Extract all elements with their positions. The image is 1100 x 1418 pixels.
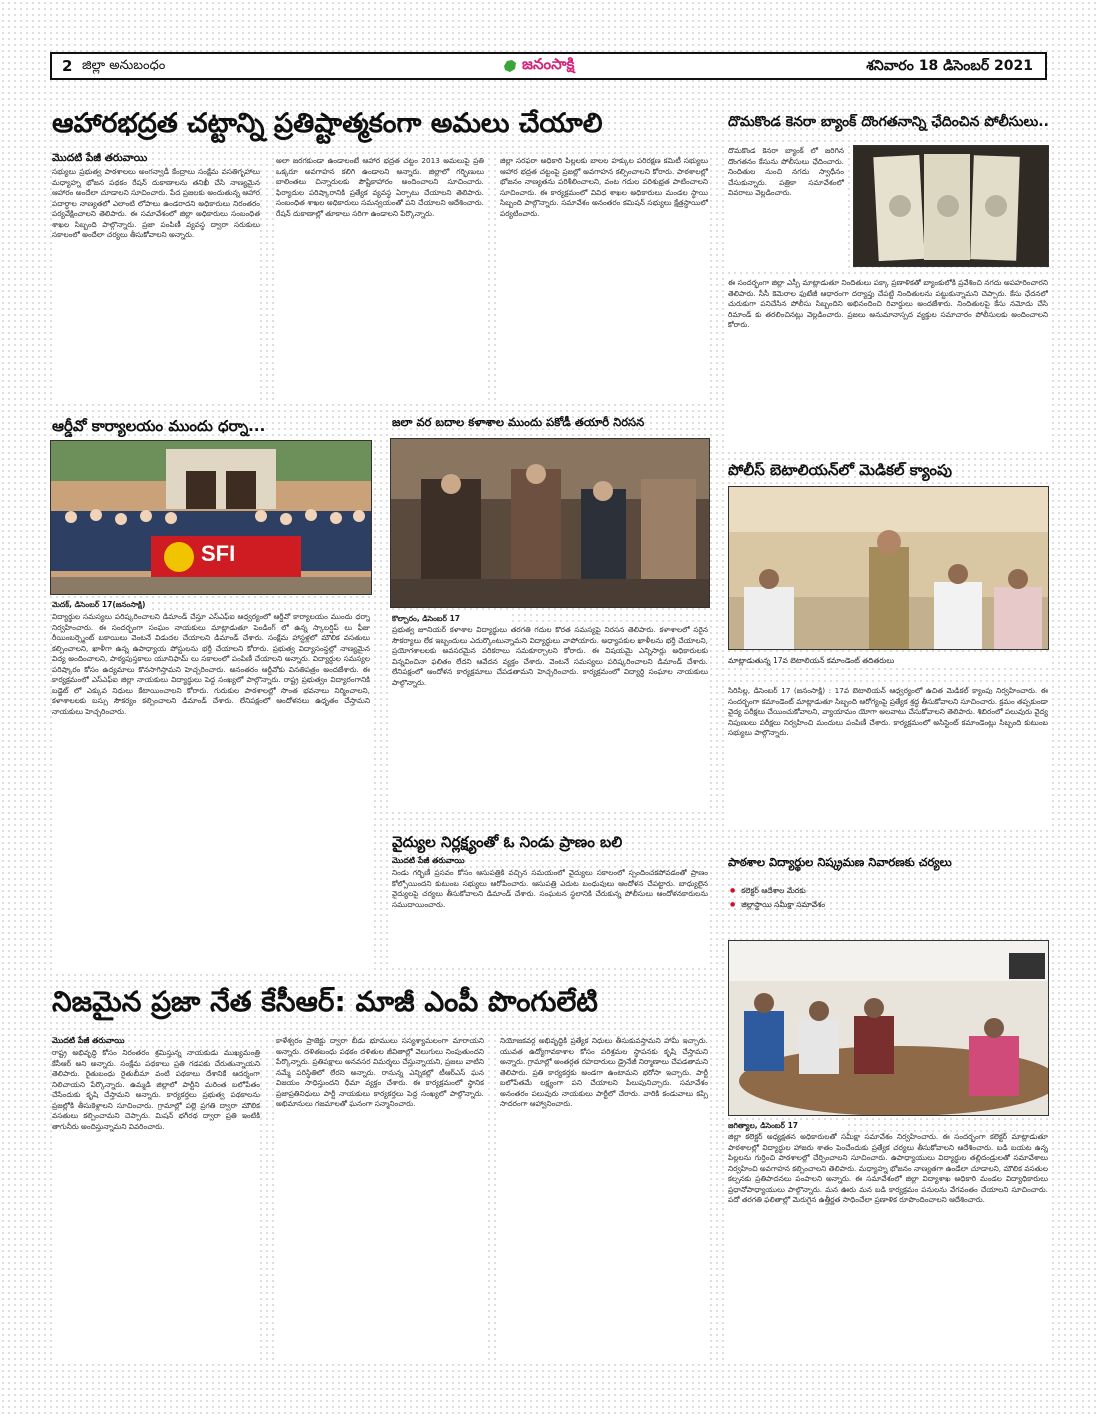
page-header xyxy=(50,52,1047,80)
story3-headline: ఆర్డీవో కార్యాలయం ముందు ధర్నా... xyxy=(52,417,266,435)
story6-photo xyxy=(728,486,1049,650)
story8-headline: నిజమైన ప్రజా నేత కేసీఆర్: మాజీ ఎంపీ పొంగులేటి xyxy=(52,985,598,1018)
story3-caption: మెదక్, డిసెంబర్ 17(జనంసాక్షి) xyxy=(52,600,152,610)
story2-full-text: ఈ సందర్భంగా జిల్లా ఎస్పీ మాట్లాడుతూ నిందితులు పక్కా ప్రణాళికతో బ్యాంకులోకి ప్రవేశించి నగదు అపహరించారని తెలిపారు. సీసీ కెమెరాల ఫుటేజీ ఆధారంగా దర్యాప్తు చేపట్టి నిందితులను పట్టుకున్నామని చెప్పారు. కేసు ఛేదనలో చురుకుగా పనిచేసిన పోలీసు సిబ్బందిని అభినందించి రివార్డులు అందజేశారు. నిందితులపై కేసు నమోదు చేసి రిమాండ్ కు తరలించినట్లు వెల్లడించారు. ప్రజలు అనుమానాస్పద వ్యక్తుల సమాచారం పోలీసులకు అందించాలని కోరారు. xyxy=(728,278,1048,448)
story3-text: విద్యార్థుల సమస్యలు పరిష్కరించాలని డిమాండ్ చేస్తూ ఎస్ఎఫ్ఐ ఆధ్వర్యంలో ఆర్డీవో కార్యాలయం ముందు ధర్నా నిర్వహించారు. ఈ సందర్భంగా సంఘం నాయకులు మాట్లాడుతూ పెండింగ్ లో ఉన్న స్కాలర్షిప్ లు ఫీజు రీయింబర్స్మెంట్ బకాయిలు వెంటనే విడుదల చేయాలని డిమాండ్ చేశారు. సంక్షేమ హాస్టళ్లలో మౌలిక వసతులు కల్పించాలని, ఖాళీగా ఉన్న ఉపాధ్యాయ పోస్టులను భర్తీ చేయాలని కోరారు. ప్రభుత్వ విద్యాసంస్థల్లో నాణ్యమైన విద్య అందించాలని, పాఠ్యపుస్తకాలు యూనిఫామ్ లు సకాలంలో పంపిణీ చేయాలని అన్నారు. విద్యార్థుల సమస్యల పరిష్కారం కోసం ఉద్యమాలు కొనసాగిస్తామని హెచ్చరించారు. అనంతరం ఆర్డీవోకు వినతిపత్రం అందజేశారు. ఈ కార్యక్రమంలో ఎస్ఎఫ్ఐ జిల్లా నాయకులు విద్యార్థులు పెద్ద సంఖ్యలో పాల్గొన్నారు. రాష్ట్ర ప్రభుత్వం విద్యారంగానికి బడ్జెట్ లో ఎక్కువ నిధులు కేటాయించాలని కోరారు. గురుకుల పాఠశాలల్లో సొంత భవనాలు నిర్మించాలని, కళాశాలలకు బస్సు సౌకర్యం కల్పించాలని డిమాండ్ చేశారు. లేనిపక్షంలో ఆందోళనలు ఉధృతం చేస్తామని నాయకులు హెచ్చరించారు. xyxy=(52,612,370,972)
story7-caption: జగిత్యాల, డిసెంబర్ 17 xyxy=(728,1121,848,1131)
story1-col1: సభ్యులు ప్రభుత్వ పాఠశాలలు అంగన్వాడీ కేంద్రాలు సంక్షేమ వసతిగృహాలు మధ్యాహ్న భోజన పథకం రేషన్ దుకాణాలను తనిఖీ చేసి నాణ్యమైన ఆహారం అందేలా చూడాలని సూచించారు. పేద ప్రజలకు అందుతున్న ఆహార పదార్థాల నాణ్యతలో ఎలాంటి లోపాలు ఉండరాదని అధికారులు నిరంతరం పర్యవేక్షించాలని తెలిపారు. ఈ సమావేశంలో జిల్లా అధికారులు సంబంధిత శాఖల సిబ్బంది పాల్గొన్నారు. ప్రజా పంపిణీ వ్యవస్థ ద్వారా సరుకులు సకాలంలో అందేలా చర్యలు తీసుకోవాలని అన్నారు. xyxy=(52,167,260,403)
college-protest-image xyxy=(391,439,710,608)
review-meeting-image xyxy=(729,941,1049,1116)
masthead-logo xyxy=(502,54,574,78)
story8-col3: నియోజకవర్గ అభివృద్ధికి ప్రత్యేక నిధులు తీసుకువస్తామని హామీ ఇచ్చారు. యువత ఉద్యోగావకాశాల కోసం పరిశ్రమల స్థాపనకు కృషి చేస్తామని అన్నారు. గ్రామాల్లో అంతర్గత రహదారులు డ్రైనేజీ నిర్మాణాలు చేపడతామని తెలిపారు. ప్రతి కార్యకర్తకు అండగా ఉంటామని భరోసా ఇచ్చారు. పార్టీ బలోపేతమే లక్ష్యంగా పని చేయాలని పిలుపునిచ్చారు. సమావేశం అనంతరం పలువురు నాయకులు పార్టీలో చేరారు. వారికి కండువాలు కప్పి సాదరంగా ఆహ్వానించారు. xyxy=(500,1036,708,1364)
story8-continued: మొదటి పేజీ తరువాయి xyxy=(52,1036,125,1045)
story7-bullets xyxy=(730,884,1030,912)
story2-side-text: దొమకొండ కెనరా బ్యాంక్ లో జరిగిన దొంగతనం కేసును పోలీసులు ఛేదించారు. నిందితుల నుంచి నగదు స్వాధీనం చేసుకున్నారు. పత్రికా సమావేశంలో వివరాలు వెల్లడించారు. xyxy=(728,146,844,272)
sfi-protest-image xyxy=(51,441,372,595)
story3-photo xyxy=(50,440,372,595)
story5-continued: మొదటి పేజీ తరువాయి xyxy=(392,856,465,865)
story5-headline: వైద్యుల నిర్లక్ష్యంతో ఓ నిండు ప్రాణం బలి xyxy=(392,833,623,851)
story8-col2: కాళేశ్వరం ప్రాజెక్టు ద్వారా బీడు భూములు సస్యశ్యామలంగా మారాయని అన్నారు. దళితబంధు పథకం దళితుల జీవితాల్లో వెలుగులు నింపుతుందని పేర్కొన్నారు. ప్రతిపక్షాలు అనవసర విమర్శలు చేస్తున్నాయని, ప్రజలు వాటిని నమ్మే పరిస్థితిలో లేరని అన్నారు. రానున్న ఎన్నికల్లో టీఆర్ఎస్ ఘన విజయం సాధిస్తుందని ధీమా వ్యక్తం చేశారు. ఈ కార్యక్రమంలో స్థానిక ప్రజాప్రతినిధులు పార్టీ నాయకులు కార్యకర్తలు పెద్ద సంఖ్యలో పాల్గొన్నారు. అభిమానులు గజమాలతో ఘనంగా సన్మానించారు. xyxy=(276,1036,484,1364)
currency-notes-image xyxy=(854,146,1049,267)
story6-caption: మాట్లాడుతున్న 17వ బెటాలియన్ కమాండెంట్ తదితరులు xyxy=(728,656,1048,666)
story4-headline: జలా వర బదాల కళాశాల ముందు పకోడీ తయారీ నిరసన xyxy=(392,415,645,429)
section-name: జిల్లా అనుబంధం xyxy=(82,58,166,73)
story1-col3: జిల్లా సరఫరా అధికారి పిల్లలకు బాలల హక్కుల పరిరక్షణ కమిటీ సభ్యులు ఆహార భద్రత చట్టంపై ప్రజల్లో అవగాహన కల్పించాలని కోరారు. పాఠశాలల్లో భోజనం నాణ్యతను పరిశీలించాలని, వంట గదుల పరిశుభ్రత పాటించాలని సూచించారు. ఈ కార్యక్రమంలో వివిధ శాఖల అధికారులు మండల స్థాయి సిబ్బంది పాల్గొన్నారు. సమావేశం అనంతరం కమిషన్ సభ్యులు క్షేత్రస్థాయిలో పర్యటించారు. xyxy=(500,156,708,403)
newspaper-name: జనంసాక్షి xyxy=(522,55,575,73)
page-number: 2 xyxy=(62,57,73,75)
telangana-map-icon xyxy=(502,58,518,74)
bullet-item: ● జిల్లాస్థాయి సమీక్షా సమావేశం xyxy=(730,898,1030,912)
story6-headline: పోలీస్ బెటాలియన్‌లో మెడికల్ క్యాంపు xyxy=(728,461,952,479)
medical-camp-image xyxy=(729,487,1049,650)
story7-text: జిల్లా కలెక్టర్ అధ్యక్షతన అధికారులతో సమీక్షా సమావేశం నిర్వహించారు. ఈ సందర్భంగా కలెక్టర్ మాట్లాడుతూ పాఠశాలల్లో విద్యార్థుల హాజరు శాతం పెంచేందుకు ప్రత్యేక చర్యలు తీసుకోవాలని ఆదేశించారు. బడి బయట ఉన్న పిల్లలను గుర్తించి పాఠశాలల్లో చేర్పించాలని సూచించారు. ఉపాధ్యాయులు విద్యార్థుల తల్లిదండ్రులతో సమావేశాలు నిర్వహించి అవగాహన కల్పించాలని తెలిపారు. మధ్యాహ్న భోజనం నాణ్యతగా ఉండేలా చూడాలని, మౌలిక వసతుల కల్పనకు ప్రతిపాదనలు పంపాలని అన్నారు. ఈ సమావేశంలో జిల్లా విద్యాశాఖ అధికారి మండల విద్యాధికారులు ప్రధానోపాధ్యాయులు పాల్గొన్నారు. మన ఊరు మన బడి కార్యక్రమం పనులను వేగవంతం చేయాలని సూచించారు. పదో తరగతి ఫలితాల్లో మెరుగైన ఉత్తీర్ణత సాధించేలా ప్రణాళిక రూపొందించాలని ఆదేశించారు. xyxy=(728,1132,1048,1364)
story4-photo xyxy=(390,438,710,608)
story2-headline: దొమకొండ కెనరా బ్యాంక్ దొంగతనాన్ని ఛేదించిన పోలీసులు.. xyxy=(728,114,1049,130)
story7-photo xyxy=(728,940,1049,1116)
story1-headline: ఆహారభద్రత చట్టాన్ని ప్రతిష్టాత్మకంగా అమలు చేయాలి xyxy=(52,108,603,139)
story4-text: ప్రభుత్వ జూనియర్ కళాశాల విద్యార్థులు తరగతి గదుల కొరత సమస్యపై నిరసన తెలిపారు. కళాశాలలో సరైన సౌకర్యాలు లేక ఇబ్బందులు ఎదుర్కొంటున్నామని విద్యార్థులు వాపోయారు. అధ్యాపకుల ఖాళీలను భర్తీ చేయాలని, ప్రయోగశాలలకు అవసరమైన పరికరాలు సమకూర్చాలని కోరారు. ఈ విషయమై ఎన్నిసార్లు అధికారులకు విన్నవించినా ఫలితం లేదని ఆవేదన వ్యక్తం చేశారు. వెంటనే సమస్యలు పరిష్కరించాలని డిమాండ్ చేశారు. లేనిపక్షంలో ఆందోళన కార్యక్రమాలు చేపడతామని హెచ్చరించారు. కార్యక్రమంలో విద్యార్థి సంఘాల నాయకులు పాల్గొన్నారు. xyxy=(392,625,708,811)
story8-col1: రాష్ట్ర అభివృద్ధి కోసం నిరంతరం శ్రమిస్తున్న నాయకుడు ముఖ్యమంత్రి కేసీఆర్ అని అన్నారు. సంక్షేమ పథకాలు ప్రతి గడపకు చేరుతున్నాయని తెలిపారు. రైతుబంధు రైతుబీమా వంటి పథకాలు దేశానికే ఆదర్శంగా నిలిచాయని పేర్కొన్నారు. ఉమ్మడి జిల్లాలో పార్టీని మరింత బలోపేతం చేసేందుకు కృషి చేస్తామని అన్నారు. కార్యకర్తలు ప్రభుత్వ పథకాలను ప్రజల్లోకి తీసుకెళ్లాలని సూచించారు. గ్రామాల్లో పల్లె ప్రగతి ద్వారా మౌలిక వసతులు కల్పించామని చెప్పారు. మిషన్ భగీరథ ద్వారా ప్రతి ఇంటికి తాగునీరు అందిస్తున్నామని వివరించారు. xyxy=(52,1048,260,1364)
story5-text: నిండు గర్భిణీ ప్రసవం కోసం ఆసుపత్రికి వచ్చిన సమయంలో వైద్యులు సకాలంలో స్పందించకపోవడంతో ప్రాణం కోల్పోయిందని కుటుంబ సభ్యులు ఆరోపించారు. ఆసుపత్రి ఎదుట బంధువులు ఆందోళన చేపట్టారు. బాధ్యులైన వైద్యులపై చర్యలు తీసుకోవాలని డిమాండ్ చేశారు. సంఘటన స్థలానికి చేరుకున్న పోలీసులు ఆందోళనకారులను సముదాయించారు. xyxy=(392,868,708,964)
story1-col2: అలా జరగకుండా ఉండాలంటే ఆహార భద్రత చట్టం 2013 అమలుపై ప్రతి ఒక్కరూ అవగాహన కలిగి ఉండాలని అన్నారు. జిల్లాలో గర్భిణులు బాలింతలు చిన్నారులకు పౌష్టికాహారం అందించాలని సూచించారు. ఫిర్యాదుల పరిష్కారానికి ప్రత్యేక వ్యవస్థ ఏర్పాటు చేయాలని తెలిపారు. సంబంధిత శాఖల అధికారులు సమన్వయంతో పని చేయాలని ఆదేశించారు. రేషన్ దుకాణాల్లో తూకాలు సరిగా ఉండాలని పేర్కొన్నారు. xyxy=(276,156,484,403)
bullet-item: ● కలెక్టర్ ఆదేశాల మేరకు xyxy=(730,884,1030,898)
story7-headline: పాఠశాల విద్యార్థుల నిష్క్రమణ నివారణకు చర్యలు xyxy=(728,855,952,869)
story6-text: సిరిసిల్ల, డిసెంబర్ 17 (జనంసాక్షి) : 17వ బెటాలియన్ ఆధ్వర్యంలో ఉచిత మెడికల్ క్యాంపు నిర్వహించారు. ఈ సందర్భంగా కమాండెంట్ మాట్లాడుతూ సిబ్బంది ఆరోగ్యంపై ప్రత్యేక శ్రద్ధ తీసుకోవాలని సూచించారు. క్రమం తప్పకుండా వైద్య పరీక్షలు చేయించుకోవాలని, వ్యాయామం యోగా అలవాటు చేసుకోవాలని తెలిపారు. శిబిరంలో పలువురు వైద్య నిపుణులు పరీక్షలు నిర్వహించి మందులు పంపిణీ చేశారు. కార్యక్రమంలో అసిస్టెంట్ కమాండెంట్లు సిబ్బంది కుటుంబ సభ్యులు పాల్గొన్నారు. xyxy=(728,686,1048,826)
issue-date: శనివారం 18 డిసెంబర్ 2021 xyxy=(866,58,1033,74)
story2-photo xyxy=(853,145,1049,267)
story4-caption: కొల్చారం, డిసెంబర్ 17 xyxy=(392,614,512,624)
sfi-banner-text: SFI xyxy=(201,541,236,566)
story1-continued: మొదటి పేజీ తరువాయి xyxy=(52,152,148,164)
